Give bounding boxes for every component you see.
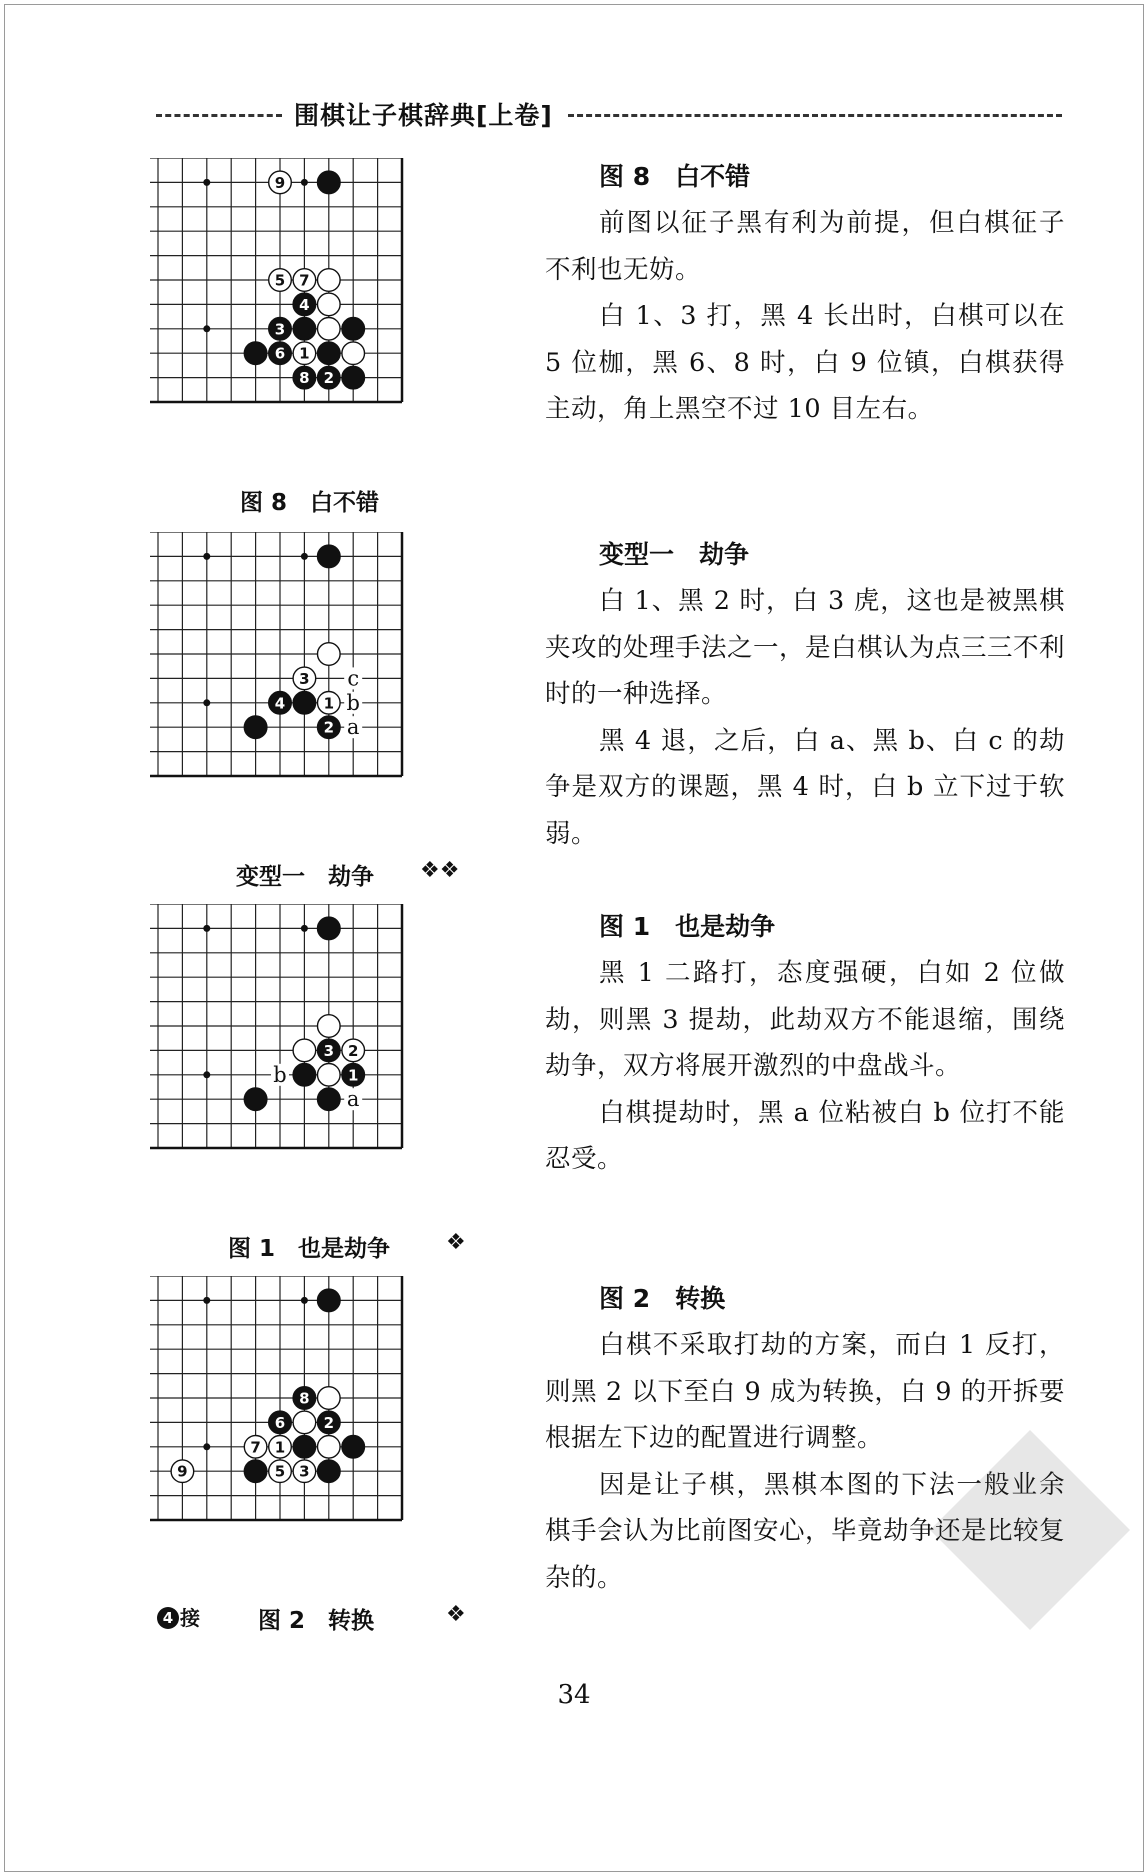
paragraph: 因是让子棋，黑棋本图的下法一般业余棋手会认为比前图安心，毕竟劫争还是比较复杂的。 xyxy=(545,1469,1066,1593)
stone-number: 1 xyxy=(299,344,310,363)
white-stone xyxy=(244,1436,267,1459)
white-stone xyxy=(318,293,341,316)
section-title: 变型一 劫争 xyxy=(599,540,750,569)
white-stone xyxy=(318,1436,341,1459)
black-stone xyxy=(269,318,292,341)
black-stone xyxy=(269,692,292,715)
black-stone xyxy=(293,1064,316,1087)
star-point xyxy=(203,179,210,186)
stone-number: 1 xyxy=(274,1438,286,1457)
paragraph: 前图以征子黑有利为前提，但白棋征子不利也无妨。 xyxy=(545,208,1065,285)
white-stone xyxy=(293,342,316,365)
figure-caption: 图 2 转换 xyxy=(258,1608,375,1634)
legend xyxy=(156,1602,200,1631)
black-stone xyxy=(293,318,316,341)
white-stone xyxy=(318,1064,341,1087)
stone-number: 2 xyxy=(323,718,335,737)
section-title: 图 1 也是劫争 xyxy=(599,912,776,941)
black-stone xyxy=(293,293,316,316)
black-stone xyxy=(318,342,341,365)
stone-number: 4 xyxy=(299,295,310,314)
stone-number: 5 xyxy=(274,271,286,290)
black-stone xyxy=(318,1411,341,1434)
go-board xyxy=(150,158,490,494)
point-letter: b xyxy=(273,1062,287,1087)
difficulty-diamonds: ❖ xyxy=(446,1230,466,1255)
stone-number: 5 xyxy=(274,1462,286,1481)
white-stone xyxy=(318,1387,341,1410)
black-stone xyxy=(244,1088,267,1111)
difficulty-diamonds: ❖ xyxy=(446,1602,466,1627)
stone-number: 3 xyxy=(299,669,310,688)
star-point xyxy=(301,1297,308,1304)
star-point xyxy=(301,179,308,186)
board-grid xyxy=(150,532,402,776)
white-stone xyxy=(318,692,341,715)
text-column xyxy=(545,158,1065,433)
stone-number: 2 xyxy=(323,1413,335,1432)
board-grid xyxy=(150,1276,402,1520)
figure-caption: 变型一 劫争 xyxy=(236,864,374,890)
black-stone xyxy=(318,366,341,389)
black-stone xyxy=(318,171,341,194)
point-letter: c xyxy=(347,666,360,691)
white-stone xyxy=(318,318,341,341)
white-stone xyxy=(318,1015,341,1038)
watermark-stamp xyxy=(920,1420,1140,1640)
star-point xyxy=(203,325,210,332)
paragraph: 白 1、3 打，黑 4 长出时，白棋可以在 5 位枷，黑 6、8 时，白 9 位镇，白棋获得主动，角上黑空不过 10 目左右。 xyxy=(545,301,1065,424)
black-stone xyxy=(342,318,365,341)
star-point xyxy=(203,925,210,932)
paragraph: 白 1、黑 2 时，白 3 虎，这也是被黑棋夹攻的处理手法之一，是白棋认为点三三不利时的一种选择。 xyxy=(545,586,1066,709)
stone-number: 3 xyxy=(274,320,286,339)
paragraph: 白棋不采取打劫的方案，而白 1 反打，则黑 2 以下至白 9 成为转换，白 9 的开拆要根据左下边的配置进行调整。 xyxy=(545,1330,1065,1453)
text-column xyxy=(545,536,1065,857)
black-stone xyxy=(342,1436,365,1459)
stone-number: 3 xyxy=(323,1041,335,1060)
white-stone xyxy=(171,1460,194,1483)
star-point xyxy=(203,1071,210,1078)
black-stone xyxy=(293,1436,316,1459)
black-stone xyxy=(318,1039,341,1062)
header-rule-right xyxy=(568,114,1062,117)
black-stone xyxy=(293,692,316,715)
section-title: 图 2 转换 xyxy=(599,1284,726,1313)
white-stone xyxy=(293,667,316,690)
go-board xyxy=(150,904,490,1240)
stone-number: 7 xyxy=(299,271,310,290)
text-column xyxy=(545,908,1065,1183)
black-stone xyxy=(318,1460,341,1483)
black-stone xyxy=(318,1088,341,1111)
header-rule-left xyxy=(156,114,282,117)
white-stone xyxy=(342,342,365,365)
legend-stone-icon xyxy=(156,1606,180,1630)
go-board xyxy=(150,1276,490,1612)
stone-number: 2 xyxy=(347,1041,359,1060)
black-stone xyxy=(269,342,292,365)
black-stone xyxy=(342,1064,365,1087)
svg-text:4: 4 xyxy=(162,1609,174,1627)
board-grid xyxy=(150,904,402,1148)
stone-number: 4 xyxy=(274,694,286,713)
black-stone xyxy=(293,366,316,389)
stone-number: 8 xyxy=(299,369,310,388)
stone-number: 9 xyxy=(274,173,286,192)
black-stone xyxy=(342,366,365,389)
stone-number: 1 xyxy=(347,1066,359,1085)
stone-number: 9 xyxy=(177,1462,188,1481)
star-point xyxy=(203,1443,210,1450)
black-stone xyxy=(318,716,341,739)
header-title: 围棋让子棋辞典[上卷] xyxy=(294,101,553,130)
star-point xyxy=(203,553,210,560)
white-stone xyxy=(293,1460,316,1483)
stone-number: 6 xyxy=(274,1413,286,1432)
stone-number: 8 xyxy=(299,1389,310,1408)
page-number: 34 xyxy=(557,1680,591,1710)
black-stone xyxy=(269,1411,292,1434)
white-stone xyxy=(269,1460,292,1483)
paragraph: 黑 1 二路打，态度强硬，白如 2 位做劫，则黑 3 提劫，此劫双方不能退缩，围绕劫争，双方将展开激烈的中盘战斗。 xyxy=(545,958,1065,1081)
white-stone xyxy=(342,1039,365,1062)
star-point xyxy=(203,1297,210,1304)
white-stone xyxy=(293,1039,316,1062)
difficulty-diamonds: ❖❖ xyxy=(420,858,460,883)
point-letter: a xyxy=(346,1087,360,1112)
black-stone xyxy=(244,1460,267,1483)
white-stone xyxy=(293,1411,316,1434)
running-header xyxy=(150,96,1060,136)
star-point xyxy=(203,699,210,706)
figure-caption: 图 8 白不错 xyxy=(240,490,380,516)
section-title: 图 8 白不错 xyxy=(599,162,751,191)
white-stone xyxy=(318,643,341,666)
paragraph: 白棋提劫时，黑 a 位粘被白 b 位打不能忍受。 xyxy=(545,1097,1065,1174)
star-point xyxy=(301,925,308,932)
black-stone xyxy=(244,716,267,739)
paragraph: 黑 4 退，之后，白 a、黑 b、白 c 的劫争是双方的课题，黑 4 时，白 b 立下过于软弱。 xyxy=(545,725,1065,849)
stone-number: 1 xyxy=(323,694,335,713)
point-letter: b xyxy=(346,690,360,715)
stone-number: 7 xyxy=(250,1438,261,1457)
stone-number: 6 xyxy=(274,344,286,363)
black-stone xyxy=(293,1387,316,1410)
white-stone xyxy=(318,269,341,292)
stone-number: 2 xyxy=(323,369,335,388)
white-stone xyxy=(269,171,292,194)
black-stone xyxy=(244,342,267,365)
point-letter: a xyxy=(346,715,360,740)
figure-caption: 图 1 也是劫争 xyxy=(228,1236,391,1262)
stone-number: 3 xyxy=(299,1462,310,1481)
white-stone xyxy=(269,269,292,292)
black-stone xyxy=(318,1289,341,1312)
go-board xyxy=(150,532,490,868)
black-stone xyxy=(318,545,341,568)
white-stone xyxy=(269,1436,292,1459)
star-point xyxy=(301,553,308,560)
white-stone xyxy=(293,269,316,292)
legend-text: 接 xyxy=(180,1606,200,1630)
black-stone xyxy=(318,917,341,940)
